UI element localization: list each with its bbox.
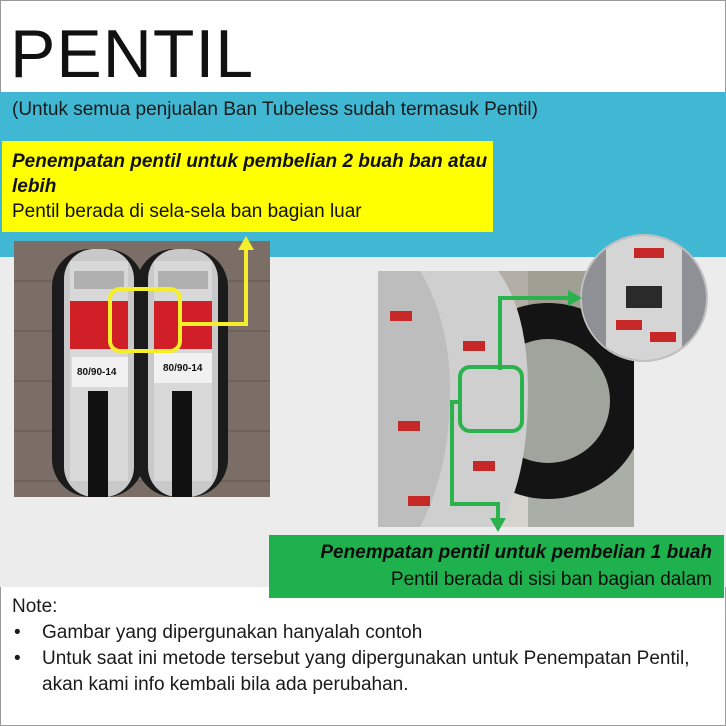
page-title: PENTIL <box>10 16 255 92</box>
notes-label: Note: <box>12 596 58 617</box>
photo-two-tires <box>14 241 270 497</box>
note-text: Gambar yang dipergunakan hanyalah contoh <box>42 622 423 643</box>
subtitle: (Untuk semua penjualan Ban Tubeless sudah termasuk Pentil) <box>12 99 538 120</box>
tire-size-label-left: 80/90-14 <box>77 367 117 378</box>
note-item <box>12 646 722 698</box>
single-tire-description: Pentil berada di sisi ban bagian dalam <box>390 569 712 590</box>
notes-list <box>12 620 722 698</box>
valve-zoom-inset <box>580 234 708 362</box>
multi-tire-info-text <box>12 149 492 224</box>
tire-size-label-right: 80/90-14 <box>163 363 203 374</box>
bullet-icon: • <box>14 622 21 643</box>
notes-section <box>12 594 722 698</box>
multi-tire-description: Pentil berada di sela-sela ban bagian luar <box>12 201 362 222</box>
note-text: Untuk saat ini metode tersebut yang dipergunakan untuk Penempatan Pentil, akan kami info kembali bila ada perubahan. <box>42 648 690 695</box>
single-tire-heading: Penempatan pentil untuk pembelian 1 buah <box>320 542 712 563</box>
multi-tire-heading: Penempatan pentil untuk pembelian 2 buah ban atau lebih <box>12 151 488 197</box>
bullet-icon: • <box>14 648 21 669</box>
note-item <box>12 620 722 646</box>
